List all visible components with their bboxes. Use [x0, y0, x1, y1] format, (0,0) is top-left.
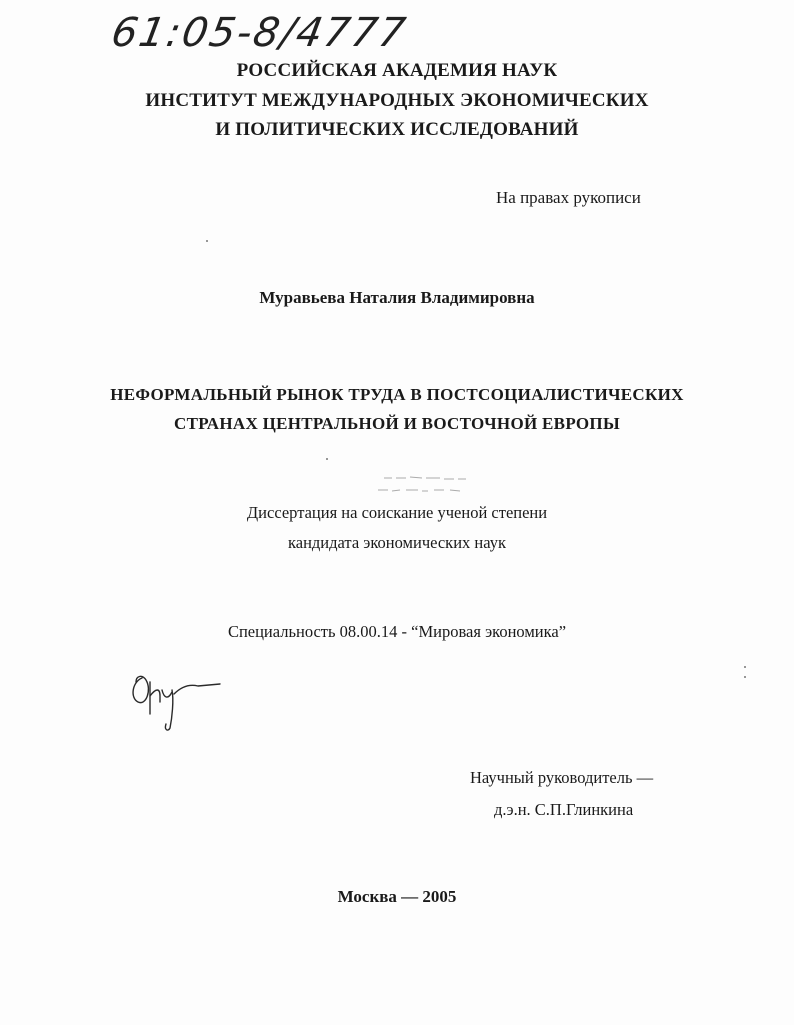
library-stamp [372, 470, 502, 504]
author-name: Муравьева Наталия Владимировна [259, 288, 535, 307]
supervisor-name: д.э.н. С.П.Глинкина [494, 800, 634, 819]
archive-code-text: 61:05-8/4777 [107, 10, 411, 56]
degree-line-1: Диссертация на соискание ученой степени [246, 503, 548, 522]
handwritten-archive-code [107, 10, 411, 62]
scan-speck [326, 458, 328, 460]
organization-line-3: И ПОЛИТИЧЕСКИХ ИССЛЕДОВАНИЙ [215, 119, 579, 140]
organization-line-1: РОССИЙСКАЯ АКАДЕМИЯ НАУК [236, 60, 558, 81]
scan-speck [206, 240, 208, 242]
supervisor-label: Научный руководитель — [470, 768, 654, 787]
manuscript-rights-note: На правах рукописи [496, 188, 641, 207]
scan-speck [744, 666, 746, 668]
title-line-1: НЕФОРМАЛЬНЫЙ РЫНОК ТРУДА В ПОСТСОЦИАЛИСТИЧЕСКИХ [110, 385, 684, 404]
scan-speck [744, 676, 746, 678]
place-and-year: Москва — 2005 [337, 887, 457, 906]
organization-line-2: ИНСТИТУТ МЕЖДУНАРОДНЫХ ЭКОНОМИЧЕСКИХ [145, 90, 649, 111]
specialty: Специальность 08.00.14 - “Мировая экономика” [227, 622, 567, 641]
degree-line-2: кандидата экономических наук [287, 533, 506, 552]
title-line-2: СТРАНАХ ЦЕНТРАЛЬНОЙ И ВОСТОЧНОЙ ЕВРОПЫ [174, 414, 620, 433]
handwritten-signature [128, 668, 228, 734]
